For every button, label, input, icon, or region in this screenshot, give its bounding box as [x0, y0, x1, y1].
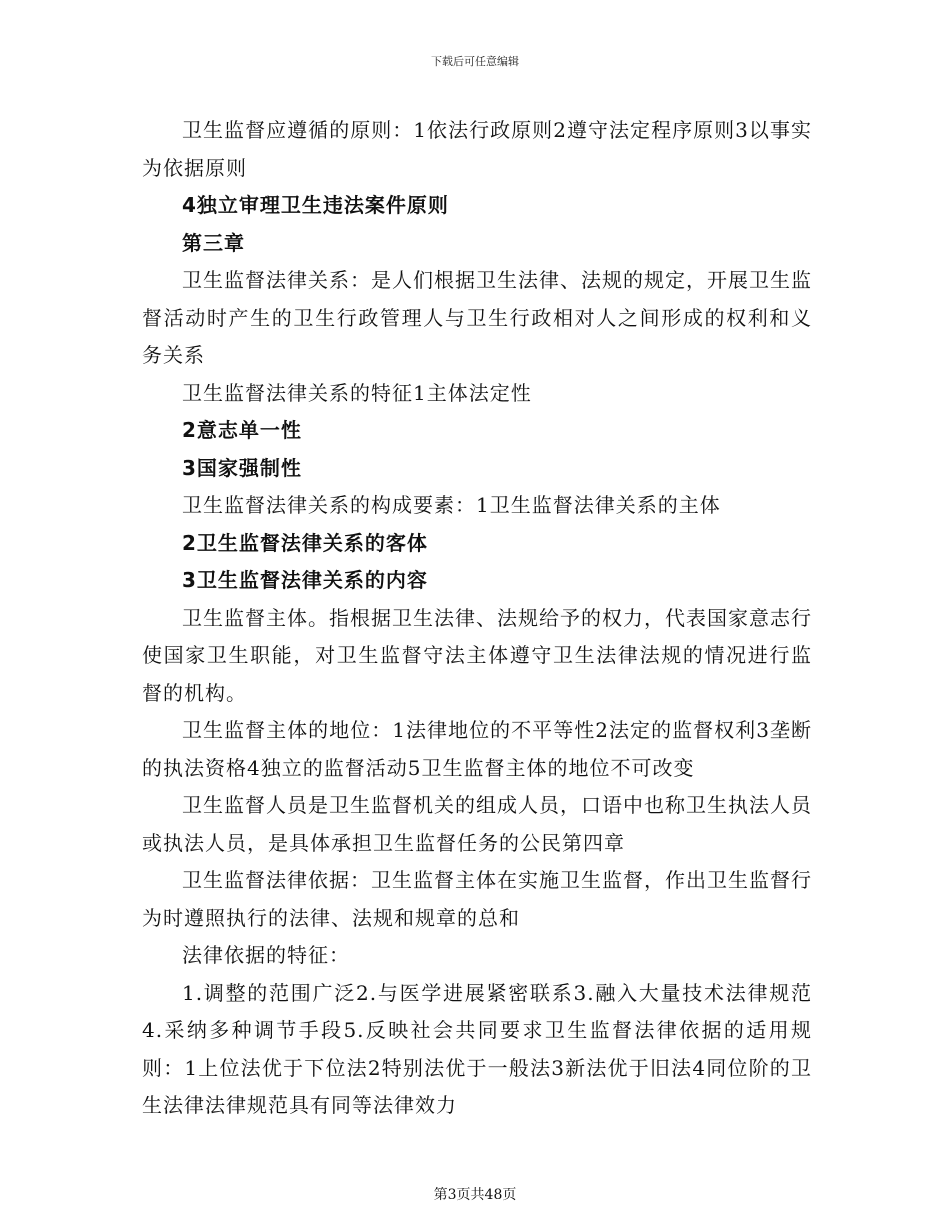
page-footer: 第3页共48页	[433, 1187, 517, 1203]
paragraph-bold: 3卫生监督法律关系的内容	[182, 568, 428, 592]
document-body	[142, 112, 812, 1125]
paragraph: 法律依据的特征：	[182, 943, 350, 967]
paragraph: 卫生监督人员是卫生监督机关的组成人员，口语中也称卫生执法人员或执法人员，是具体承担卫生监督任务的公民第四章	[142, 793, 812, 855]
paragraph: 卫生监督应遵循的原则：1依法行政原则2遵守法定程序原则3以事实为依据原则	[142, 118, 812, 180]
paragraph-bold: 2意志单一性	[182, 418, 302, 442]
paragraph: 卫生监督主体的地位：1法律地位的不平等性2法定的监督权利3垄断的执法资格4独立的监督活动5卫生监督主体的地位不可改变	[142, 718, 812, 780]
paragraph: 卫生监督法律依据：卫生监督主体在实施卫生监督，作出卫生监督行为时遵照执行的法律、法规和规章的总和	[142, 868, 812, 930]
paragraph: 卫生监督主体。指根据卫生法律、法规给予的权力，代表国家意志行使国家卫生职能，对卫生监督守法主体遵守卫生法律法规的情况进行监督的机构。	[142, 605, 812, 705]
paragraph-bold: 3国家强制性	[182, 455, 302, 480]
paragraph-bold: 4独立审理卫生违法案件原则	[182, 193, 449, 217]
paragraph: 卫生监督法律关系的构成要素：1卫生监督法律关系的主体	[182, 493, 721, 517]
chapter-heading: 第三章	[182, 230, 245, 255]
paragraph-bold: 2卫生监督法律关系的客体	[182, 530, 428, 555]
paragraph: 卫生监督法律关系：是人们根据卫生法律、法规的规定，开展卫生监督活动时产生的卫生行政管理人与卫生行政相对人之间形成的权利和义务关系	[142, 268, 812, 367]
paragraph: 1.调整的范围广泛2.与医学进展紧密联系3.融入大量技术法律规范4.采纳多种调节手段5.反映社会共同要求卫生监督法律依据的适用规则：1上位法优于下位法2特别法优于一般法3新法优于旧法4同位阶的卫生法律法律规范具有同等法律效力	[142, 980, 812, 1117]
page-header: 下载后可任意编辑	[431, 55, 519, 68]
paragraph: 卫生监督法律关系的特征1主体法定性	[182, 380, 532, 405]
